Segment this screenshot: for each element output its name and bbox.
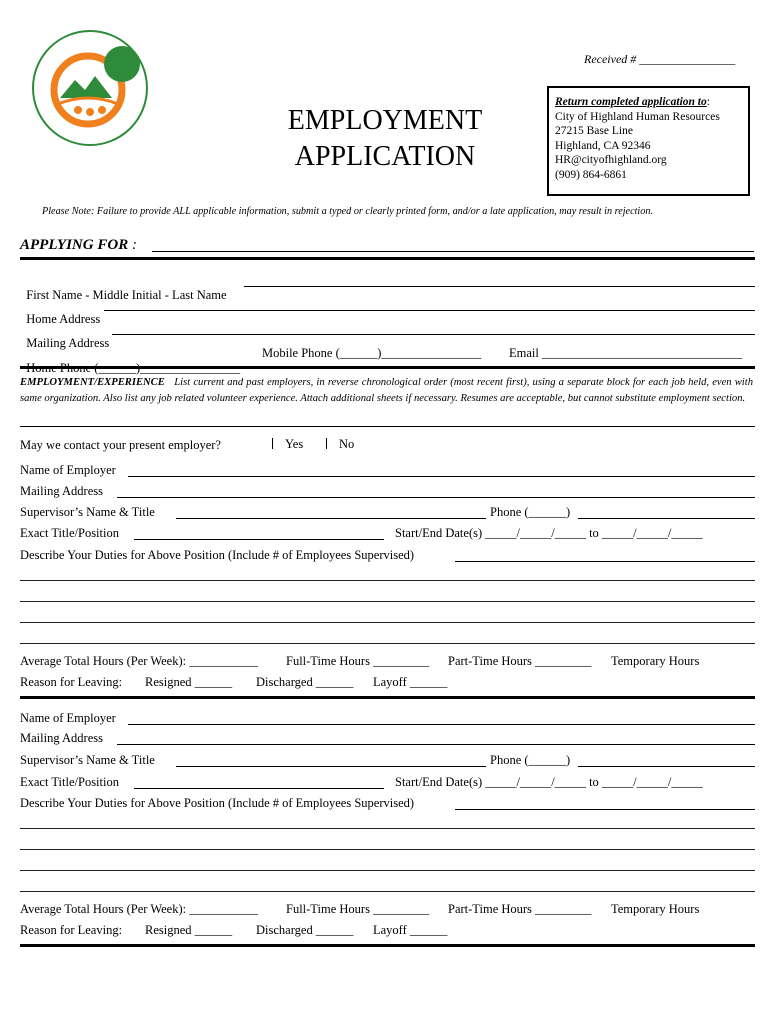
duties-label: Describe Your Duties for Above Position (Include # of Employees Supervised) xyxy=(20,796,415,810)
parttime-hours-field[interactable]: Part-Time Hours _________ xyxy=(448,902,592,916)
employer-name-label: Name of Employer xyxy=(20,711,116,725)
return-phone: (909) 864-6861 xyxy=(555,168,627,181)
duties-label: Describe Your Duties for Above Position (Include # of Employees Supervised) xyxy=(20,548,415,562)
employer-phone-input[interactable] xyxy=(578,518,755,519)
duties-input-4[interactable] xyxy=(20,622,755,623)
title-input[interactable] xyxy=(134,788,384,789)
resigned-field[interactable]: Resigned ______ xyxy=(145,675,233,689)
section-divider xyxy=(20,257,755,260)
applying-for-row: APPLYING FOR : xyxy=(20,237,137,253)
mobile-phone-field[interactable]: Mobile Phone (______)________________ xyxy=(262,346,482,360)
employer-mailing-label: Mailing Address xyxy=(20,484,103,498)
employer-mailing-input[interactable] xyxy=(117,497,755,498)
received-number-field[interactable]: Received # ________________ xyxy=(584,52,736,66)
start-end-dates-field[interactable]: Start/End Date(s) _____/_____/_____ to _____/_____/_____ xyxy=(395,526,703,540)
employer-phone-field[interactable]: Phone (______) xyxy=(490,505,571,519)
contact-question: May we contact your present employer? xyxy=(20,438,221,452)
layoff-field[interactable]: Layoff ______ xyxy=(373,675,448,689)
employer-phone-input[interactable] xyxy=(578,766,755,767)
name-label: First Name - Middle Initial - Last Name xyxy=(26,288,227,302)
return-line-1: City of Highland Human Resources xyxy=(555,110,720,123)
name-input[interactable] xyxy=(244,286,755,287)
supervisor-label: Supervisor’s Name & Title xyxy=(20,505,155,519)
return-address-box xyxy=(547,86,750,196)
title-label: Exact Title/Position xyxy=(20,775,119,789)
mailing-address-input[interactable] xyxy=(112,334,755,335)
rejection-note: Please Note: Failure to provide ALL applicable information, submit a typed or clearly printed form, and/or a late application, may result in rejection. xyxy=(42,206,653,217)
temporary-hours-field[interactable]: Temporary Hours xyxy=(611,902,700,916)
duties-input-2[interactable] xyxy=(20,580,755,581)
home-address-label: Home Address xyxy=(26,312,101,326)
duties-input-4[interactable] xyxy=(20,870,755,871)
discharged-field[interactable]: Discharged ______ xyxy=(256,923,354,937)
form-title-line2: APPLICATION xyxy=(294,141,476,172)
supervisor-input[interactable] xyxy=(176,766,486,767)
fulltime-hours-field[interactable]: Full-Time Hours _________ xyxy=(286,902,430,916)
employer-mailing-input[interactable] xyxy=(117,744,755,745)
return-email: HR@cityofhighland.org xyxy=(555,154,667,166)
supervisor-input[interactable] xyxy=(176,518,486,519)
average-hours-field[interactable]: Average Total Hours (Per Week): ___________ xyxy=(20,902,258,916)
employment-heading: EMPLOYMENT/EXPERIENCE xyxy=(20,377,165,388)
employer-name-input[interactable] xyxy=(128,476,755,477)
layoff-field[interactable]: Layoff ______ xyxy=(373,923,448,937)
supervisor-label: Supervisor’s Name & Title xyxy=(20,753,155,767)
duties-input-1[interactable] xyxy=(455,809,755,810)
resigned-field[interactable]: Resigned ______ xyxy=(145,923,233,937)
start-end-dates-field[interactable]: Start/End Date(s) _____/_____/_____ to _____/_____/_____ xyxy=(395,775,703,789)
duties-input-5[interactable] xyxy=(20,891,755,892)
duties-input-1[interactable] xyxy=(455,561,755,562)
employment-instructions: EMPLOYMENT/EXPERIENCE List current and past employers, in reverse chronological order (most recent first), using a separate block for each job held, even with same organization. Also list any job related volunteer experience. Attach additional sheets if necessary. Resumes are acceptable, but cannot substitute employment section. xyxy=(20,377,753,404)
reason-label: Reason for Leaving: xyxy=(20,923,123,937)
title-label: Exact Title/Position xyxy=(20,526,119,540)
contact-yes-option[interactable]: Yes xyxy=(272,437,303,452)
form-title-line1: EMPLOYMENT xyxy=(287,105,483,136)
parttime-hours-field[interactable]: Part-Time Hours _________ xyxy=(448,654,592,668)
contact-employer-row xyxy=(20,438,221,453)
return-line-3: Highland, CA 92346 xyxy=(555,139,651,152)
title-input[interactable] xyxy=(134,539,384,540)
hours-row xyxy=(20,654,258,669)
section-divider xyxy=(20,696,755,699)
no-checkbox[interactable] xyxy=(326,438,336,449)
contact-no-option[interactable]: No xyxy=(326,437,354,452)
city-seal-logo xyxy=(30,28,150,148)
average-hours-field[interactable]: Average Total Hours (Per Week): ___________ xyxy=(20,654,258,668)
section-divider xyxy=(20,366,755,369)
hours-row xyxy=(20,902,258,917)
duties-input-3[interactable] xyxy=(20,849,755,850)
reason-label: Reason for Leaving: xyxy=(20,675,123,689)
home-phone-field[interactable]: Home Phone (______)________________ xyxy=(26,361,241,375)
employer-phone-field[interactable]: Phone (______) xyxy=(490,753,571,767)
discharged-field[interactable]: Discharged ______ xyxy=(256,675,354,689)
return-heading: Return completed application to: xyxy=(555,96,710,108)
employer-name-input[interactable] xyxy=(128,724,755,725)
email-field[interactable]: Email ________________________________ xyxy=(509,346,742,360)
return-line-2: 27215 Base Line xyxy=(555,125,633,137)
yes-checkbox[interactable] xyxy=(272,438,282,449)
employer-name-label: Name of Employer xyxy=(20,463,116,477)
employer-mailing-label: Mailing Address xyxy=(20,731,103,745)
fulltime-hours-field[interactable]: Full-Time Hours _________ xyxy=(286,654,430,668)
applying-for-input[interactable] xyxy=(152,251,754,252)
duties-input-3[interactable] xyxy=(20,601,755,602)
temporary-hours-field[interactable]: Temporary Hours xyxy=(611,654,700,668)
mailing-address-label: Mailing Address xyxy=(26,336,110,350)
divider xyxy=(20,426,755,427)
home-address-input[interactable] xyxy=(104,310,755,311)
duties-input-5[interactable] xyxy=(20,643,755,644)
section-divider xyxy=(20,944,755,947)
applying-for-label: APPLYING FOR xyxy=(20,237,129,253)
duties-input-2[interactable] xyxy=(20,828,755,829)
